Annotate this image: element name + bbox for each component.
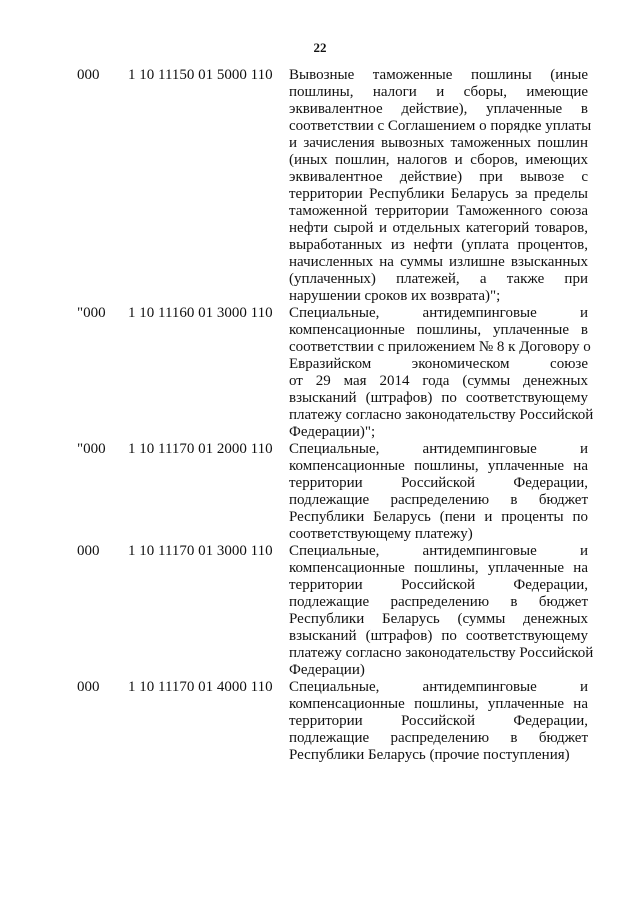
description-line: территории Республики Беларусь за пределы <box>289 186 588 202</box>
kbk-code: 1 10 11170 01 3000 110 <box>128 543 273 559</box>
description-line: нарушении сроков их возврата)"; <box>289 288 501 304</box>
description-line: платежу согласно законодательству Российской <box>289 645 594 661</box>
table-row <box>0 679 640 764</box>
admin-code: 000 <box>77 67 100 83</box>
description-line: эквивалентное действие) при вывозе с <box>289 169 588 185</box>
description-line: таможенной территории Таможенного союза <box>289 203 588 219</box>
revenue-description <box>289 67 592 305</box>
description-line: подлежащие распределению в бюджет <box>289 492 588 508</box>
description-line: компенсационные пошлины, уплаченные в <box>289 322 588 338</box>
kbk-code: 1 10 11170 01 4000 110 <box>128 679 273 695</box>
description-line: подлежащие распределению в бюджет <box>289 594 588 610</box>
kbk-code: 1 10 11160 01 3000 110 <box>128 305 273 321</box>
table-row <box>0 305 640 441</box>
description-line: выработанных из нефти (уплата процентов, <box>289 237 588 253</box>
description-line: Специальные, антидемпинговые и <box>289 543 588 559</box>
admin-code: 000 <box>77 543 100 559</box>
description-line: Республики Беларусь (прочие поступления) <box>289 747 570 763</box>
page-number: 22 <box>313 40 327 55</box>
description-line: Специальные, антидемпинговые и <box>289 305 588 321</box>
revenue-description <box>289 543 594 679</box>
revenue-description <box>289 441 588 543</box>
table-row <box>0 67 640 305</box>
description-line: подлежащие распределению в бюджет <box>289 730 588 746</box>
description-line: Федерации)"; <box>289 424 376 440</box>
description-line: взысканий (штрафов) по соответствующему <box>289 628 588 644</box>
description-line: (уплаченных) платежей, а также при <box>289 271 588 287</box>
description-line: (иных пошлин, налогов и сборов, имеющих <box>289 152 588 168</box>
budget-codes-table <box>0 67 640 764</box>
description-line: территории Российской Федерации, <box>289 475 588 491</box>
description-line: нефти сырой и отдельных категорий товаров, <box>289 220 588 236</box>
description-line: от 29 мая 2014 года (суммы денежных <box>289 373 588 389</box>
description-line: соответствии с приложением № 8 к Договору о <box>289 339 591 355</box>
description-line: Республики Беларусь (суммы денежных <box>289 611 588 627</box>
table-row <box>0 543 640 679</box>
revenue-description <box>289 679 588 764</box>
admin-code: 000 <box>77 679 100 695</box>
description-line: начисленных на суммы излишне взысканных <box>289 254 588 270</box>
description-line: эквивалентное действие), уплаченные в <box>289 101 588 117</box>
description-line: соответствии с Соглашением о порядке уплаты <box>289 118 592 134</box>
description-line: пошлины, налоги и сборы, имеющие <box>289 84 588 100</box>
admin-code: "000 <box>77 305 106 321</box>
description-line: Вывозные таможенные пошлины (иные <box>289 67 588 83</box>
description-line: платежу согласно законодательству Российской <box>289 407 594 423</box>
description-line: Федерации) <box>289 662 365 678</box>
description-line: компенсационные пошлины, уплаченные на <box>289 560 588 576</box>
revenue-description <box>289 305 594 441</box>
kbk-code: 1 10 11150 01 5000 110 <box>128 67 273 83</box>
description-line: соответствующему платежу) <box>289 526 473 542</box>
description-line: Евразийском экономическом союзе <box>289 356 588 372</box>
description-line: территории Российской Федерации, <box>289 577 588 593</box>
table-row <box>0 441 640 543</box>
description-line: компенсационные пошлины, уплаченные на <box>289 696 588 712</box>
description-line: Специальные, антидемпинговые и <box>289 679 588 695</box>
description-line: территории Российской Федерации, <box>289 713 588 729</box>
description-line: Специальные, антидемпинговые и <box>289 441 588 457</box>
description-line: и зачисления вывозных таможенных пошлин <box>289 135 588 151</box>
admin-code: "000 <box>77 441 106 457</box>
description-line: компенсационные пошлины, уплаченные на <box>289 458 588 474</box>
description-line: взысканий (штрафов) по соответствующему <box>289 390 588 406</box>
description-line: Республики Беларусь (пени и проценты по <box>289 509 588 525</box>
kbk-code: 1 10 11170 01 2000 110 <box>128 441 273 457</box>
